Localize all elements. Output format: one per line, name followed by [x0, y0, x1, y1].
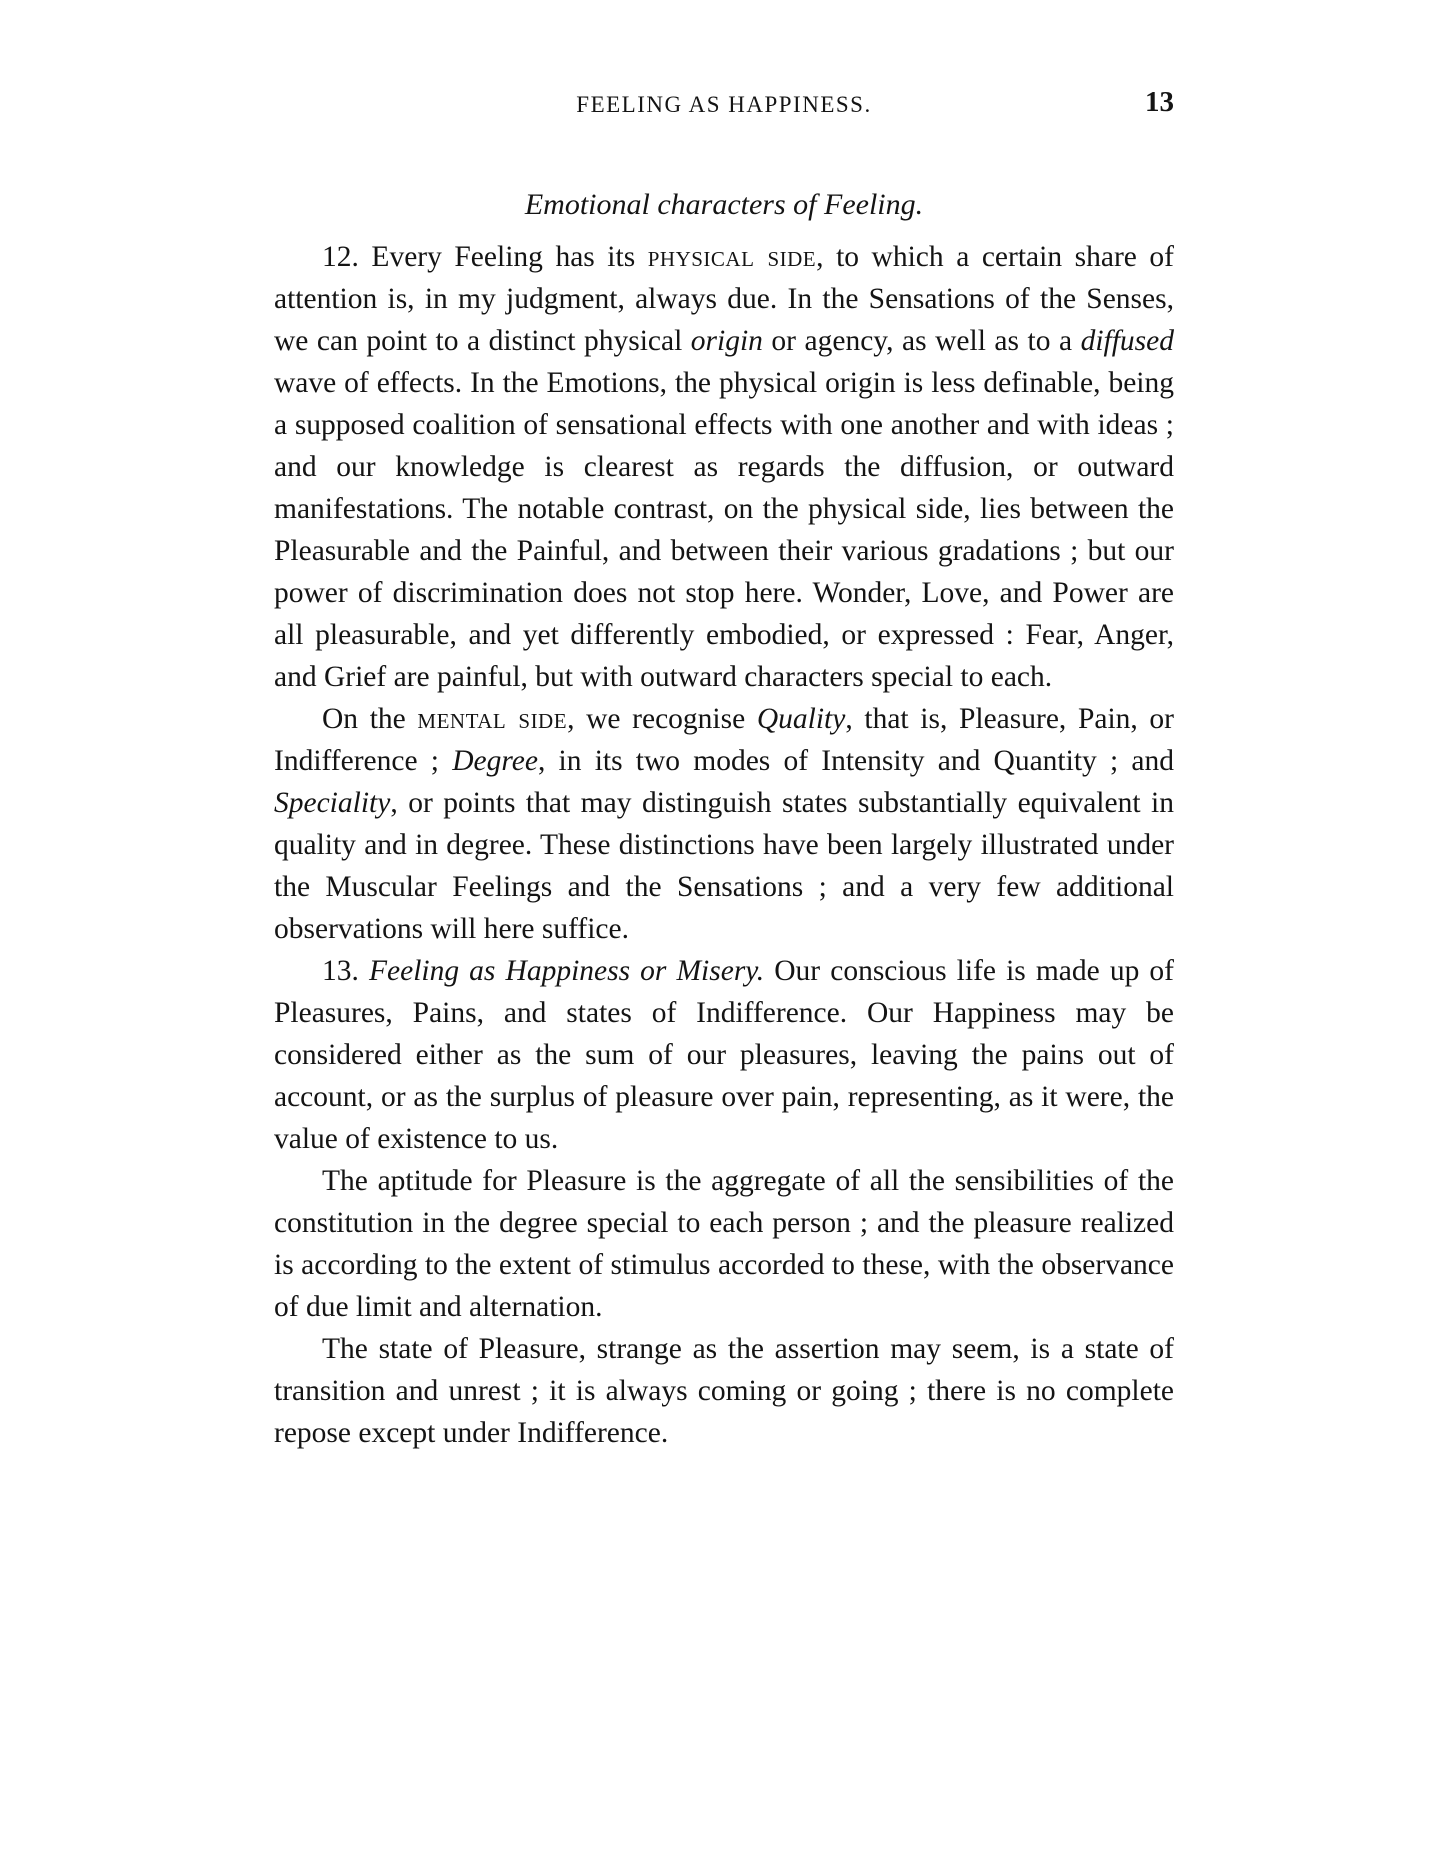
text-run: , or points that may distinguish states substantially equivalent in quality and in degree. These distinctions have been largely illustrated under the Muscular Feelings and the Sensations ; and a very few additional observations will here suffice.	[274, 787, 1174, 945]
page-number: 13	[1145, 86, 1174, 118]
italic-text: diffused	[1080, 325, 1175, 357]
paragraph	[274, 950, 1174, 1160]
text-run: , to which a certain share of attention is, in my judgment, always due. In the Sensations of the Senses, we can point to a distinct physical	[274, 241, 1174, 357]
italic-text: Speciality	[274, 787, 391, 819]
text-run: , we recognise	[567, 703, 757, 735]
italic-text: origin	[690, 325, 763, 357]
paragraph	[274, 1160, 1174, 1328]
small-caps-text: physical side	[647, 241, 817, 273]
text-run: 13.	[322, 955, 369, 987]
paragraph	[274, 698, 1174, 950]
running-head	[274, 86, 1174, 122]
running-title: FEELING AS HAPPINESS.	[576, 92, 872, 117]
text-run: or agency, as well as to a	[762, 325, 1081, 357]
text-run: On the	[322, 703, 418, 735]
italic-text: Quality	[756, 703, 846, 735]
text-run: , in its two modes of Intensity and Quantity ; and	[537, 745, 1174, 777]
body-text	[274, 236, 1174, 1454]
text-run: The state of Pleasure, strange as the assertion may seem, is a state of transition and unrest ; it is always coming or going ; there is no complete repose except under Indifference.	[274, 1333, 1174, 1449]
paragraph	[274, 236, 1174, 698]
italic-text: Degree	[452, 745, 538, 777]
italic-text: Feeling as Happiness or Misery.	[368, 955, 765, 987]
text-run: The aptitude for Pleasure is the aggregate of all the sensibilities of the constitution in the degree special to each person ; and the pleasure realized is according to the extent of stimulus accorded to these, with the observance of due limit and alternation.	[274, 1165, 1174, 1323]
text-run: Our conscious life is made up of Pleasures, Pains, and states of Indifference. Our Happiness may be considered either as the sum of our pleasures, leaving the pains out of account, or as the surplus of pleasure over pain, representing, as it were, the value of existence to us.	[274, 955, 1175, 1155]
small-caps-text: mental side	[417, 703, 568, 735]
text-run: wave of effects. In the Emotions, the physical origin is less definable, being a supposed coalition of sensational effects with one another and with ideas ; and our knowledge is clearest as regards the diffusion, or outward manifestations. The notable contrast, on the physical side, lies between the Pleasurable and the Painful, and between their various gradations ; but our power of discrimination does not stop here. Wonder, Love, and Power are all pleasurable, and yet differently embodied, or expressed : Fear, Anger, and Grief are painful, but with outward characters special to each.	[274, 367, 1174, 693]
section-heading: Emotional characters of Feeling.	[524, 188, 924, 221]
text-run: , that is, Pleasure, Pain, or Indifference ;	[274, 703, 1175, 777]
paragraph	[274, 1328, 1174, 1454]
text-run: 12. Every Feeling has its	[322, 241, 648, 273]
